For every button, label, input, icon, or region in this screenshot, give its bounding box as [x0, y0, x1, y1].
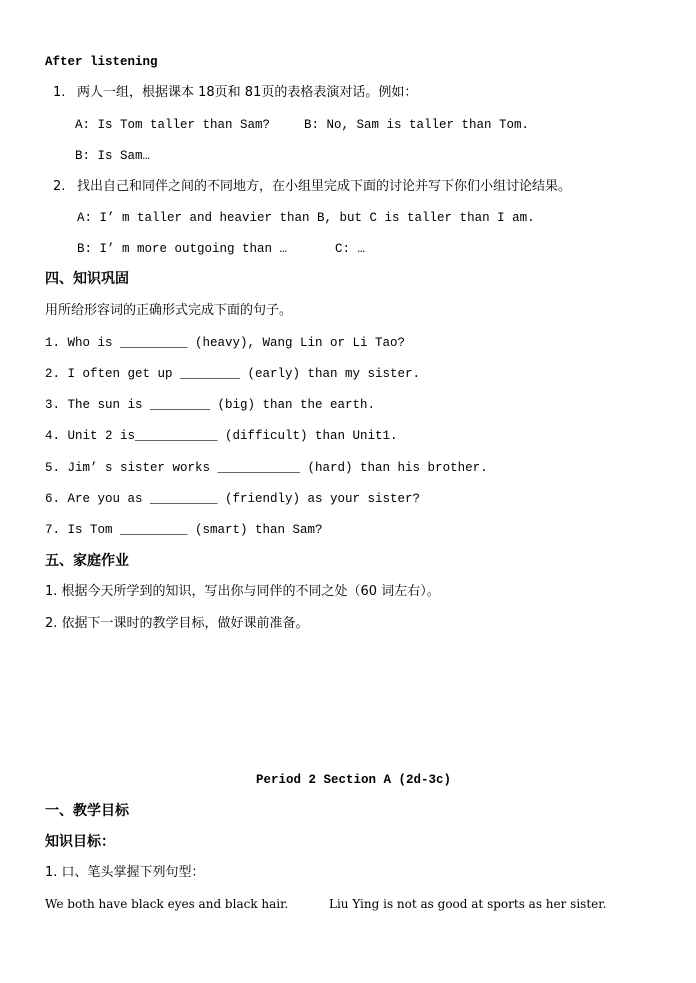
task-1-number: 1. — [53, 85, 66, 100]
exercise-item: 5. Jim’ s sister works ___________ (hard) than his brother. — [45, 461, 488, 475]
exercise-item: 7. Is Tom _________ (smart) than Sam? — [45, 523, 323, 537]
task-1-text: 两人一组，根据课本 18页和 81页的表格表演对话。例如： — [77, 85, 418, 100]
exercise-item: 4. Unit 2 is___________ (difficult) than Unit1. — [45, 429, 398, 443]
homework-item: 2. 依据下一课时的教学目标，做好课前准备。 — [45, 616, 309, 631]
after-listening-heading: After listening — [45, 55, 158, 69]
discussion-line-a: A: I’ m taller and heavier than B, but C is taller than I am. — [77, 211, 535, 225]
task-2-text: 找出自己和同伴之间的不同地方，在小组里完成下面的讨论并写下你们小组讨论结果。 — [77, 179, 572, 194]
teaching-goal-title: 一、教学目标 — [45, 803, 129, 819]
exercise-item: 2. I often get up ________ (early) than my sister. — [45, 367, 421, 381]
task-2-number: 2. — [53, 179, 66, 194]
example-line-a: A: Is Tom taller than Sam? — [75, 118, 271, 132]
period-2-title: Period 2 Section A (2d-3c) — [256, 773, 452, 787]
discussion-line-b: B: I’ m more outgoing than … — [77, 242, 288, 256]
homework-item: 1. 根据今天所学到的知识，写出你与同伴的不同之处（60 词左右）。 — [45, 584, 440, 599]
exercise-item: 6. Are you as _________ (friendly) as your sister? — [45, 492, 421, 506]
exercise-item: 3. The sun is ________ (big) than the earth. — [45, 398, 376, 412]
section-4-instruction: 用所给形容词的正确形式完成下面的句子。 — [45, 303, 293, 318]
exercise-item: 1. Who is _________ (heavy), Wang Lin or Li Tao? — [45, 336, 406, 350]
section-5-title: 五、家庭作业 — [45, 553, 129, 569]
section-4-title: 四、知识巩固 — [45, 271, 129, 287]
discussion-line-c: C: … — [335, 242, 366, 256]
goal-item-1: 1. 口、笔头掌握下列句型： — [45, 865, 205, 880]
example-line-b: B: No, Sam is taller than Tom. — [304, 118, 530, 132]
knowledge-goal-title: 知识目标： — [45, 834, 115, 850]
target-sentence-2: Liu Ying is not as good at sports as her sister. — [329, 897, 607, 911]
target-sentence-1: We both have black eyes and black hair. — [45, 897, 289, 911]
example-line-b2: B: Is Sam… — [75, 149, 151, 163]
